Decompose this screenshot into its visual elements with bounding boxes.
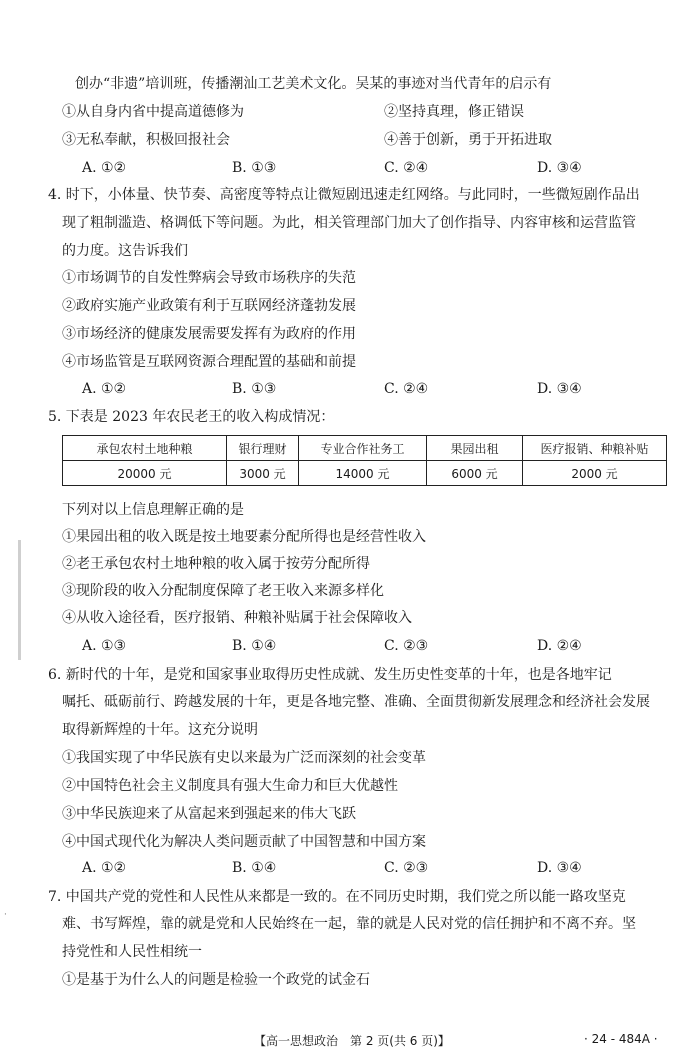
q6-choice-b[interactable]: B. ①④ [232, 860, 277, 876]
income-table-value-row [63, 461, 667, 486]
q3-statement-3: ③无私奉献，积极回报社会 [62, 132, 230, 148]
q5-stem: 5. 下表是 2023 年农民老王的收入构成情况： [48, 409, 335, 425]
q5-choice-c[interactable]: C. ②③ [384, 638, 429, 654]
q7-stem-line-2: 难、书写辉煌，靠的就是党和人民始终在一起，靠的就是人民对党的信任拥护和不离不弃。坚 [62, 916, 636, 932]
table-header-cell: 银行理财 [227, 436, 299, 461]
q3-statement-1: ①从自身内省中提高道德修为 [62, 104, 244, 120]
q4-choice-d[interactable]: D. ③④ [537, 381, 582, 397]
q3-statement-4: ④善于创新，勇于开拓进取 [384, 132, 552, 148]
q6-stem-line-2: 嘱托、砥砺前行、跨越发展的十年，更是各地完整、准确、全面贯彻新发展理念和经济社会发展 [62, 694, 650, 710]
q4-choice-b[interactable]: B. ①③ [232, 381, 277, 397]
table-value-cell: 14000 元 [299, 461, 427, 486]
q4-statement-2: ②政府实施产业政策有利于互联网经济蓬勃发展 [62, 298, 356, 314]
q4-statement-3: ③市场经济的健康发展需要发挥有为政府的作用 [62, 326, 356, 342]
scan-edge-mark [18, 540, 21, 660]
q5-question: 下列对以上信息理解正确的是 [62, 502, 244, 518]
q3-choice-a[interactable]: A. ①② [82, 160, 127, 176]
q4-statement-4: ④市场监管是互联网资源合理配置的基础和前提 [62, 354, 356, 370]
q7-stem-line-3: 持党性和人民性相统一 [62, 944, 202, 960]
q4-statement-1: ①市场调节的自发性弊病会导致市场秩序的失范 [62, 270, 356, 286]
table-header-cell: 专业合作社务工 [299, 436, 427, 461]
table-value-cell: 20000 元 [63, 461, 227, 486]
q3-statement-2: ②坚持真理，修正错误 [384, 104, 524, 120]
q5-choice-b[interactable]: B. ①④ [232, 638, 277, 654]
q6-statement-4: ④中国式现代化为解决人类问题贡献了中国智慧和中国方案 [62, 834, 426, 850]
page-footer-code: · 24 - 484A · [584, 1032, 658, 1046]
q6-statement-3: ③中华民族迎来了从富起来到强起来的伟大飞跃 [62, 806, 356, 822]
q6-choice-c[interactable]: C. ②③ [384, 860, 429, 876]
q5-statement-4: ④从收入途径看，医疗报销、种粮补贴属于社会保障收入 [62, 610, 412, 626]
q5-statement-2: ②老王承包农村土地种粮的收入属于按劳分配所得 [62, 556, 370, 572]
q6-statement-2: ②中国特色社会主义制度具有强大生命力和巨大优越性 [62, 778, 398, 794]
table-header-cell: 医疗报销、种粮补贴 [523, 436, 667, 461]
q6-stem-line-3: 取得新辉煌的十年。这充分说明 [62, 722, 258, 738]
q3-choice-d[interactable]: D. ③④ [537, 160, 582, 176]
table-value-cell: 2000 元 [523, 461, 667, 486]
q6-choice-a[interactable]: A. ①② [82, 860, 127, 876]
q4-choice-a[interactable]: A. ①② [82, 381, 127, 397]
table-value-cell: 3000 元 [227, 461, 299, 486]
q5-statement-1: ①果园出租的收入既是按土地要素分配所得也是经营性收入 [62, 529, 426, 545]
q7-statement-1: ①是基于为什么人的问题是检验一个政党的试金石 [62, 972, 370, 988]
q4-stem-line-1: 4. 时下，小体量、快节奏、高密度等特点让微短剧迅速走红网络。与此同时，一些微短剧作品出 [48, 187, 640, 203]
scan-speck: · [4, 910, 7, 920]
q5-choice-d[interactable]: D. ②④ [537, 638, 582, 654]
table-header-cell: 果园出租 [427, 436, 523, 461]
page-footer-title: 【高一思想政治 第 2 页(共 6 页)】 [254, 1034, 450, 1048]
q4-stem-line-2: 现了粗制滥造、格调低下等问题。为此，相关管理部门加大了创作指导、内容审核和运营监管 [62, 215, 636, 231]
q6-statement-1: ①我国实现了中华民族有史以来最为广泛而深刻的社会变革 [62, 750, 426, 766]
q4-stem-line-3: 的力度。这告诉我们 [62, 243, 188, 259]
q6-choice-d[interactable]: D. ③④ [537, 860, 582, 876]
q5-statement-3: ③现阶段的收入分配制度保障了老王收入来源多样化 [62, 583, 384, 599]
q3-choice-b[interactable]: B. ①③ [232, 160, 277, 176]
income-table-header-row [63, 436, 667, 461]
q5-choice-a[interactable]: A. ①③ [82, 638, 127, 654]
table-value-cell: 6000 元 [427, 461, 523, 486]
q3-choice-c[interactable]: C. ②④ [384, 160, 429, 176]
q7-stem-line-1: 7. 中国共产党的党性和人民性从来都是一致的。在不同历史时期，我们党之所以能一路攻坚克 [48, 889, 626, 905]
q6-stem-line-1: 6. 新时代的十年，是党和国家事业取得历史性成就、发生历史性变革的十年，也是各地牢记 [48, 667, 612, 683]
q3-stem: 创办“非遗”培训班，传播潮汕工艺美术文化。吴某的事迹对当代青年的启示有 [75, 76, 552, 92]
income-table [62, 435, 667, 486]
table-header-cell: 承包农村土地种粮 [63, 436, 227, 461]
q4-choice-c[interactable]: C. ②④ [384, 381, 429, 397]
